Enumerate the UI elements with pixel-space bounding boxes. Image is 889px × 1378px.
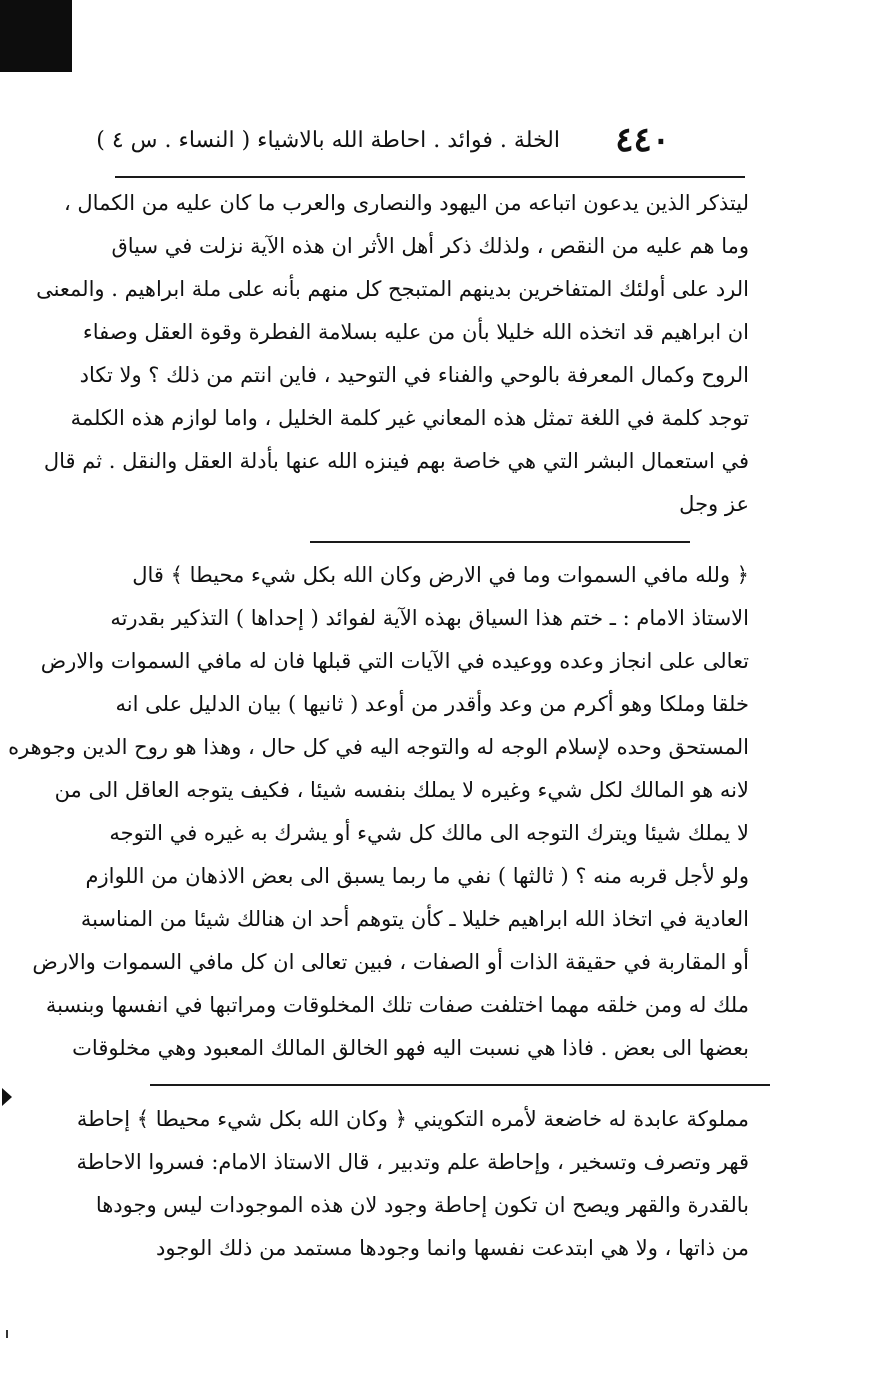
text-line: بعضها الى بعض . فاذا هي نسبت اليه فهو الخالق المالك المعبود وهي مخلوقات [72,1036,749,1060]
text-line: أو المقاربة في حقيقة الذات أو الصفات ، فبين تعالى ان كل مافي السموات والارض [32,950,749,974]
running-title: الخلة . فوائد . احاطة الله بالاشياء ( النساء . س ٤ ) [96,128,560,153]
paragraph-intro [36,182,749,526]
margin-tick [6,1330,8,1338]
verse-line: ﴿ ولله مافي السموات وما في الارض وكان الله بكل شيء محيطا ﴾ قال [132,563,749,587]
verse-rule [310,541,690,543]
running-header [96,112,670,172]
scan-corner-mark [0,0,72,72]
page-number: ٤٤٠ [615,120,670,160]
text-line: العادية في اتخاذ الله ابراهيم خليلا ـ كأن يتوهم أحد ان هنالك شيئا من المناسبة [80,907,749,931]
margin-arrow-icon [2,1088,12,1106]
text-line: المستحق وحده لإسلام الوجه له والتوجه اليه في كل حال ، وهذا هو روح الدين وجوهره [8,735,749,759]
text-line: في استعمال البشر التي هي خاصة بهم فينزه الله عنها بأدلة العقل والنقل . ثم قال [43,449,749,473]
text-line: بالقدرة والقهر ويصح ان تكون إحاطة وجود لان هذه الموجودات ليس وجودها [95,1193,749,1217]
header-rule [115,176,745,178]
text-line: ليتذكر الذين يدعون اتباعه من اليهود والنصارى والعرب ما كان عليه من الكمال ، [63,191,749,215]
text-line: الاستاذ الامام : ـ ختم هذا السياق بهذه الآية لفوائد ( إحداها ) التذكير بقدرته [110,606,749,630]
text-line: لانه هو المالك لكل شيء وغيره لا يملك بنفسه شيئا ، فكيف يتوجه العاقل الى من [54,778,749,802]
text-line: ان ابراهيم قد اتخذه الله خليلا بأن من عليه بسلامة الفطرة وقوة العقل وصفاء [82,320,749,344]
text-line: توجد كلمة في اللغة تمثل هذه المعاني غير كلمة الخليل ، واما لوازم هذه الكلمة [70,406,749,430]
text-line: ولو لأجل قربه منه ؟ ( ثالثها ) نفي ما ربما يسبق الى بعض الاذهان من اللوازم [85,864,749,888]
text-line: مملوكة عابدة له خاضعة لأمره التكويني ﴿ وكان الله بكل شيء محيطا ﴾ إحاطة [76,1107,749,1131]
text-line: قهر وتصرف وتسخير ، وإحاطة علم وتدبير ، قال الاستاذ الامام: فسروا الاحاطة [76,1150,749,1174]
text-line: وما هم عليه من النقص ، ولذلك ذكر أهل الأثر ان هذه الآية نزلت في سياق [111,234,749,258]
text-line: ملك له ومن خلقه مهما اختلفت صفات تلك المخلوقات ومراتبها في انفسها وبنسبة [45,993,749,1017]
text-line: خلقا وملكا وهو أكرم من وعد وأقدر من أوعد ( ثانيها ) بيان الدليل على انه [115,692,749,716]
text-line: تعالى على انجاز وعده ووعيده في الآيات التي قبلها فان له مافي السموات والارض [40,649,749,673]
text-line: عز وجل [679,492,749,516]
text-line: الروح وكمال المعرفة بالوحي والفناء في التوحيد ، فاين انتم من ذلك ؟ ولا تكاد [79,363,749,387]
paragraph-continuation [76,1098,749,1270]
section-rule [150,1084,770,1086]
text-line: الرد على أولئك المتفاخرين بدينهم المتبجح كل منهم بأنه على ملة ابراهيم . والمعنى [36,277,749,301]
text-line: من ذاتها ، ولا هي ابتدعت نفسها وانما وجودها مستمد من ذلك الوجود [156,1236,749,1260]
paragraph-verse-commentary [8,554,749,1070]
text-line: لا يملك شيئا ويترك التوجه الى مالك كل شيء أو يشرك به غيره في التوجه [109,821,749,845]
